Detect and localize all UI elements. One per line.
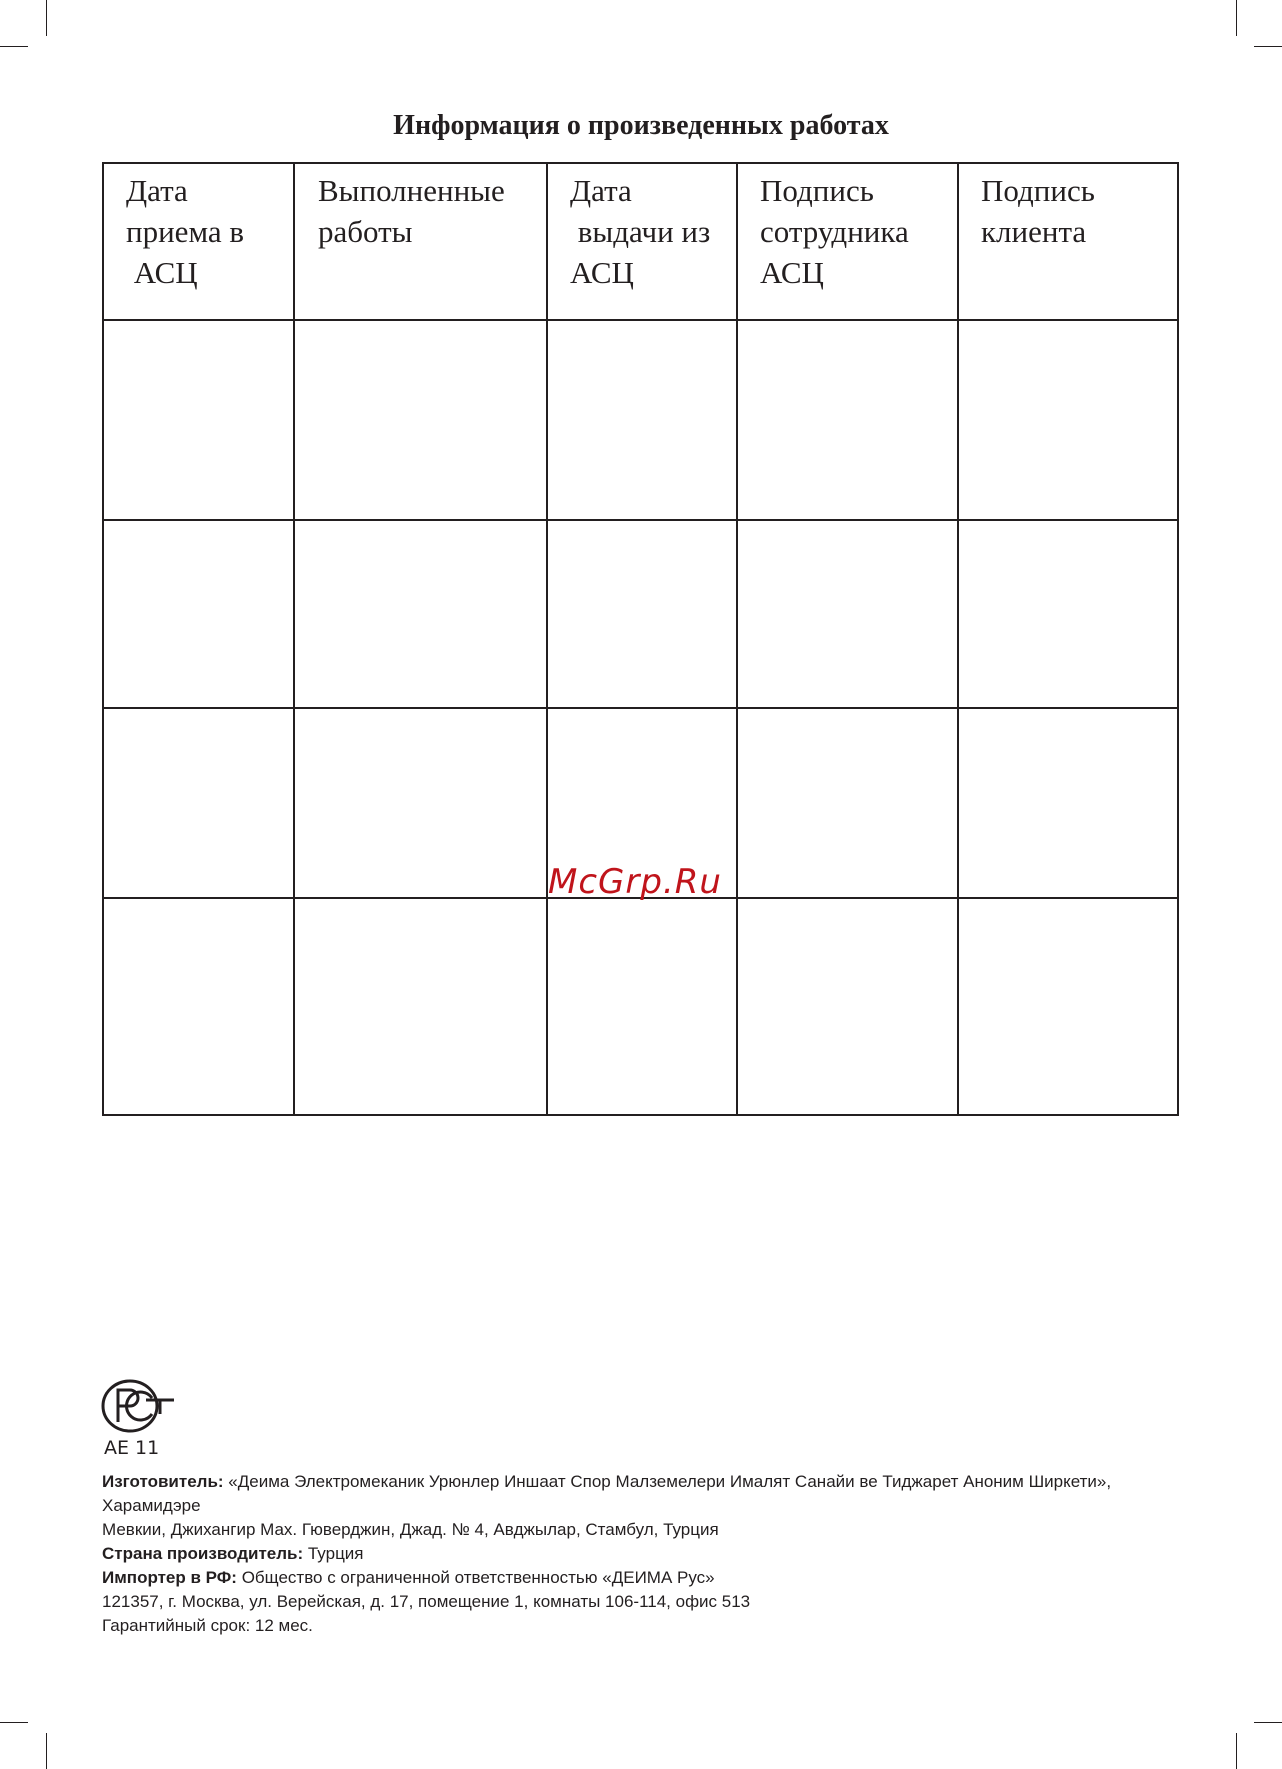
- table-row: [104, 321, 1177, 519]
- table-cell[interactable]: [959, 709, 1177, 897]
- crop-mark: [0, 1722, 28, 1723]
- crop-mark: [1254, 1722, 1282, 1723]
- table-cell[interactable]: [104, 899, 293, 1114]
- importer-address: 121357, г. Москва, ул. Верейская, д. 17, помещение 1, комнаты 106-114, офис 513: [102, 1592, 751, 1611]
- table-cell[interactable]: [738, 321, 957, 519]
- importer-label: Импортер в РФ:: [102, 1568, 237, 1587]
- table-cell[interactable]: [738, 521, 957, 707]
- table-cell[interactable]: [295, 321, 546, 519]
- crop-mark: [46, 1733, 47, 1769]
- table-row: [104, 899, 1177, 1114]
- header-employee-signature: Подпись сотрудника АСЦ: [760, 173, 909, 290]
- table-cell[interactable]: [295, 899, 546, 1114]
- header-work-performed: Выполненные работы: [318, 173, 505, 249]
- country-label: Страна производитель:: [102, 1544, 304, 1563]
- certification-logo-icon: [100, 1378, 176, 1434]
- table-row: [104, 521, 1177, 707]
- table-cell[interactable]: [104, 521, 293, 707]
- importer-info: [102, 1542, 1182, 1638]
- table-cell[interactable]: [738, 709, 957, 897]
- header-client-signature: Подпись клиента: [981, 173, 1095, 249]
- table-cell[interactable]: [104, 321, 293, 519]
- certification-code: AE 11: [104, 1437, 160, 1459]
- table-cell[interactable]: [959, 321, 1177, 519]
- crop-mark: [1254, 46, 1282, 47]
- table-cell[interactable]: [295, 709, 546, 897]
- watermark: McGrp.Ru: [548, 862, 722, 902]
- table-cell[interactable]: [959, 899, 1177, 1114]
- table-cell[interactable]: [104, 709, 293, 897]
- manufacturer-address: Мевкии, Джихангир Мах. Гюверджин, Джад. № 4, Авджылар, Стамбул, Турция: [102, 1520, 719, 1539]
- table-cell[interactable]: [548, 521, 736, 707]
- crop-mark: [46, 0, 47, 36]
- manufacturer-text: «Деима Электромеканик Урюнлер Иншаат Спор Малземелери Ималят Санайи ве Тиджарет Аноним Ширкети», Харамидэре: [102, 1472, 1112, 1515]
- header-date-received: Дата приема в АСЦ: [126, 173, 244, 290]
- table-cell[interactable]: [959, 521, 1177, 707]
- country-value: Турция: [303, 1544, 364, 1563]
- crop-mark: [1236, 0, 1237, 36]
- manufacturer-label: Изготовитель:: [102, 1472, 224, 1491]
- works-table: [102, 162, 1179, 1116]
- importer-value: Общество с ограниченной ответственностью «ДЕИМА Рус»: [236, 1568, 715, 1587]
- table-cell[interactable]: [295, 521, 546, 707]
- header-date-issued: Дата выдачи из АСЦ: [570, 173, 711, 290]
- manufacturer-info: [102, 1470, 1182, 1542]
- page-title: Информация о произведенных работах: [393, 110, 889, 141]
- table-cell[interactable]: [548, 899, 736, 1114]
- warranty-period: Гарантийный срок: 12 мес.: [102, 1616, 313, 1635]
- table-cell[interactable]: [548, 321, 736, 519]
- table-cell[interactable]: [738, 899, 957, 1114]
- crop-mark: [1236, 1733, 1237, 1769]
- crop-mark: [0, 46, 28, 47]
